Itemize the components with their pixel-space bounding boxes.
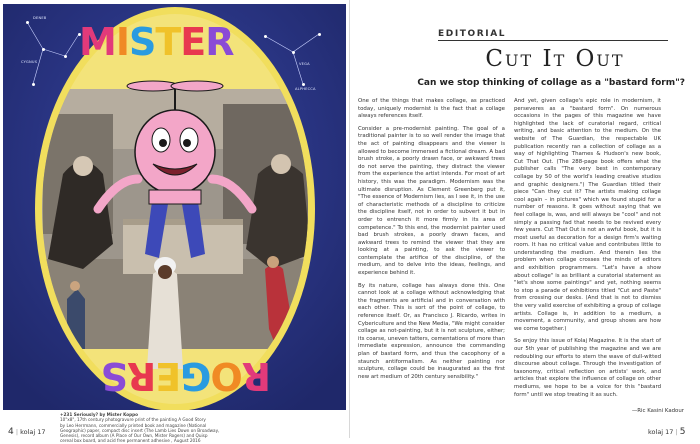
folio-label: kolaj 17 <box>20 428 46 436</box>
paragraph: Consider a pre-modernist painting. The goal of a traditional painter is to so well render the image that the act of painting disappears and the viewer is allowed to become immersed a fictional dream. A bad brush stroke, a poorly drawn face, or awkward trees do not serve the painting, they distract the viewer from the experience the artist intends. For most of art history, this was the paradigm. Modernism was the ultimate disruption. As Clement Greenberg put it, "The essence of Modernism lies, as I see it, in the use of characteristic methods of a discipline to criticize the discipline itself, not in order to subvert it but in order to entrench it more firmly in its area of competence." To this end, the modernist painter used bad brush strokes, a poorly drawn faces, and awkward trees to remind the viewer that they are looking at a painting, to ask the viewer to contemplate the artifice of the discipline, of the medium, and to delve into the ideas, feelings, and experience behind it. <box>358 125 505 277</box>
page-number: 4 <box>8 427 14 437</box>
star <box>64 55 67 58</box>
left-page-folio: 4 | kolaj 17 <box>8 427 46 437</box>
caption-line: 10"x8", 17th century photogravure print of the painting A Good Story <box>60 417 206 423</box>
collage-letter: R <box>242 354 271 398</box>
caption-line: +231 Seriously? by Mister Koppo <box>60 412 139 417</box>
constellation-label: ALPHECCA <box>295 87 316 91</box>
collage-word-bottom <box>102 354 271 398</box>
article-column-1 <box>358 98 505 386</box>
collage-letter: T <box>155 20 181 64</box>
paragraph: And yet, given collage's epic role in modernism, it perseveres as a "bastard form". On numerous occasions in the pages of this magazine we have highlighted the lack of curatorial regard, critical writing, and basic attention to the medium. On the website of The Guardian, the respectable UK publication recently ran a collection of collage as a way of highlighting Thames & Hudson's new book, Cut That Out. (The 288-page book offers what the publisher calls "The very best in contemporary collage by 50 of the world's leading creative studios and graphic designers.") The Guardian titled their piece "Can they cut it? The artists making collage cool again – in pictures" which we found stupid for a number of reasons. It goes without saying that we feel collage is, was, and will always be "cool" and not simply a passing fad that needs to be revived every few years. Cut That Out is not an awful book, but it is most useful as decoration for a design firm's waiting room. It has no critical value and contributes little to understanding the medium. And therein lies the problem when collage crosses the minds of editors and exhibition programmers. "Let's have a show about collage" is as brilliant a curatorial statement as "let's show some paintings" and yet, nothing seems to stop a parade of exhibitions titled "Cut and Paste" from crossing our desks. (And that is not to dismiss the very valid exercise of exhibiting a group of collage artists. Collage is, in addition to a medium, a movement, a community, and group shows are how we come together.) <box>514 98 661 332</box>
collage-letter: E <box>180 20 206 64</box>
article-byline: —Ric Kasini Kadour <box>631 408 684 414</box>
page-number: 5 <box>679 427 686 437</box>
caption-line: cereal box board, and acid free permanent adhesive , August 2016 <box>60 438 201 444</box>
collage-background <box>3 4 346 410</box>
star <box>292 51 295 54</box>
constellation-label: DENEB <box>33 16 47 20</box>
collage-letter: I <box>115 20 129 64</box>
article-column-2 <box>514 98 661 404</box>
folio-label: kolaj 17 <box>648 428 674 436</box>
artwork-caption <box>60 412 300 444</box>
right-page-folio: kolaj 17 | 5 <box>648 427 686 437</box>
section-kicker: EDITORIAL <box>438 29 507 39</box>
constellation-label: VEGA <box>299 62 310 66</box>
article-title: Cut It Out <box>485 46 625 72</box>
paragraph: One of the things that makes collage, as practiced today, uniquely modernist is the fact that a collage always references itself. <box>358 98 505 120</box>
collage-letter: M <box>79 20 116 64</box>
collage-letter: R <box>127 354 157 398</box>
star <box>302 83 305 86</box>
star <box>26 21 29 24</box>
collage-letter: G <box>181 354 212 398</box>
caption-line: Geographic) paper, compact disc insert (The Lamb Lies Down on Broadway, <box>60 427 220 433</box>
star <box>318 33 321 36</box>
caption-line: Genesis), record album (A Place of Our Own, Mister Rogers) and Quisp <box>60 433 208 439</box>
kicker-rule <box>438 40 668 41</box>
constellation-label: CYGNUS <box>21 60 38 64</box>
collage-letter: S <box>101 354 128 398</box>
collage-letter: R <box>205 20 234 64</box>
article-dek: Can we stop thinking of collage as a "bastard form"? <box>417 78 685 88</box>
star <box>42 48 45 51</box>
star <box>264 35 267 38</box>
collage-letter: S <box>128 20 156 64</box>
star <box>32 83 35 86</box>
collage-letter: O <box>211 354 243 398</box>
caption-line: by Leo Herrmann, commercially printed book and magazine (National <box>60 422 207 428</box>
paragraph: By its nature, collage has always done this. One cannot look at a collage without acknowledging that the fragments are artificial and in conversation with each other. This is sort of the point of collage, to reference itself. Or, as Francisco J. Ricardo, writes in Cybericulture and the New Media, "We might consider collage as not-painting, but it is not sculpture, either; its coarse, uneven tatters, cementations of more than immediate expression, announce the commanding plan of bastard form, and thus the cacophony of a staunch antiformalism. As neither painting nor sculpture, collage could be inaugurated as the first new art medium of 20th century sensibility." <box>358 282 505 380</box>
collage-word-top <box>79 20 234 64</box>
paragraph: So enjoy this issue of Kolaj Magazine. It is the start of our 5th year of publishing the magazine and we are redoubling our efforts to stem the wave of dull-witted discourse about collage. Through the investigation of taxonomy, critical reflection on artists' work, and articles that explore the influence of collage on other mediums, we hope to be a voice for this "bastard form" until we stop treating it as such. <box>514 338 661 398</box>
collage-artwork <box>3 4 346 410</box>
collage-letter: E <box>156 354 182 398</box>
